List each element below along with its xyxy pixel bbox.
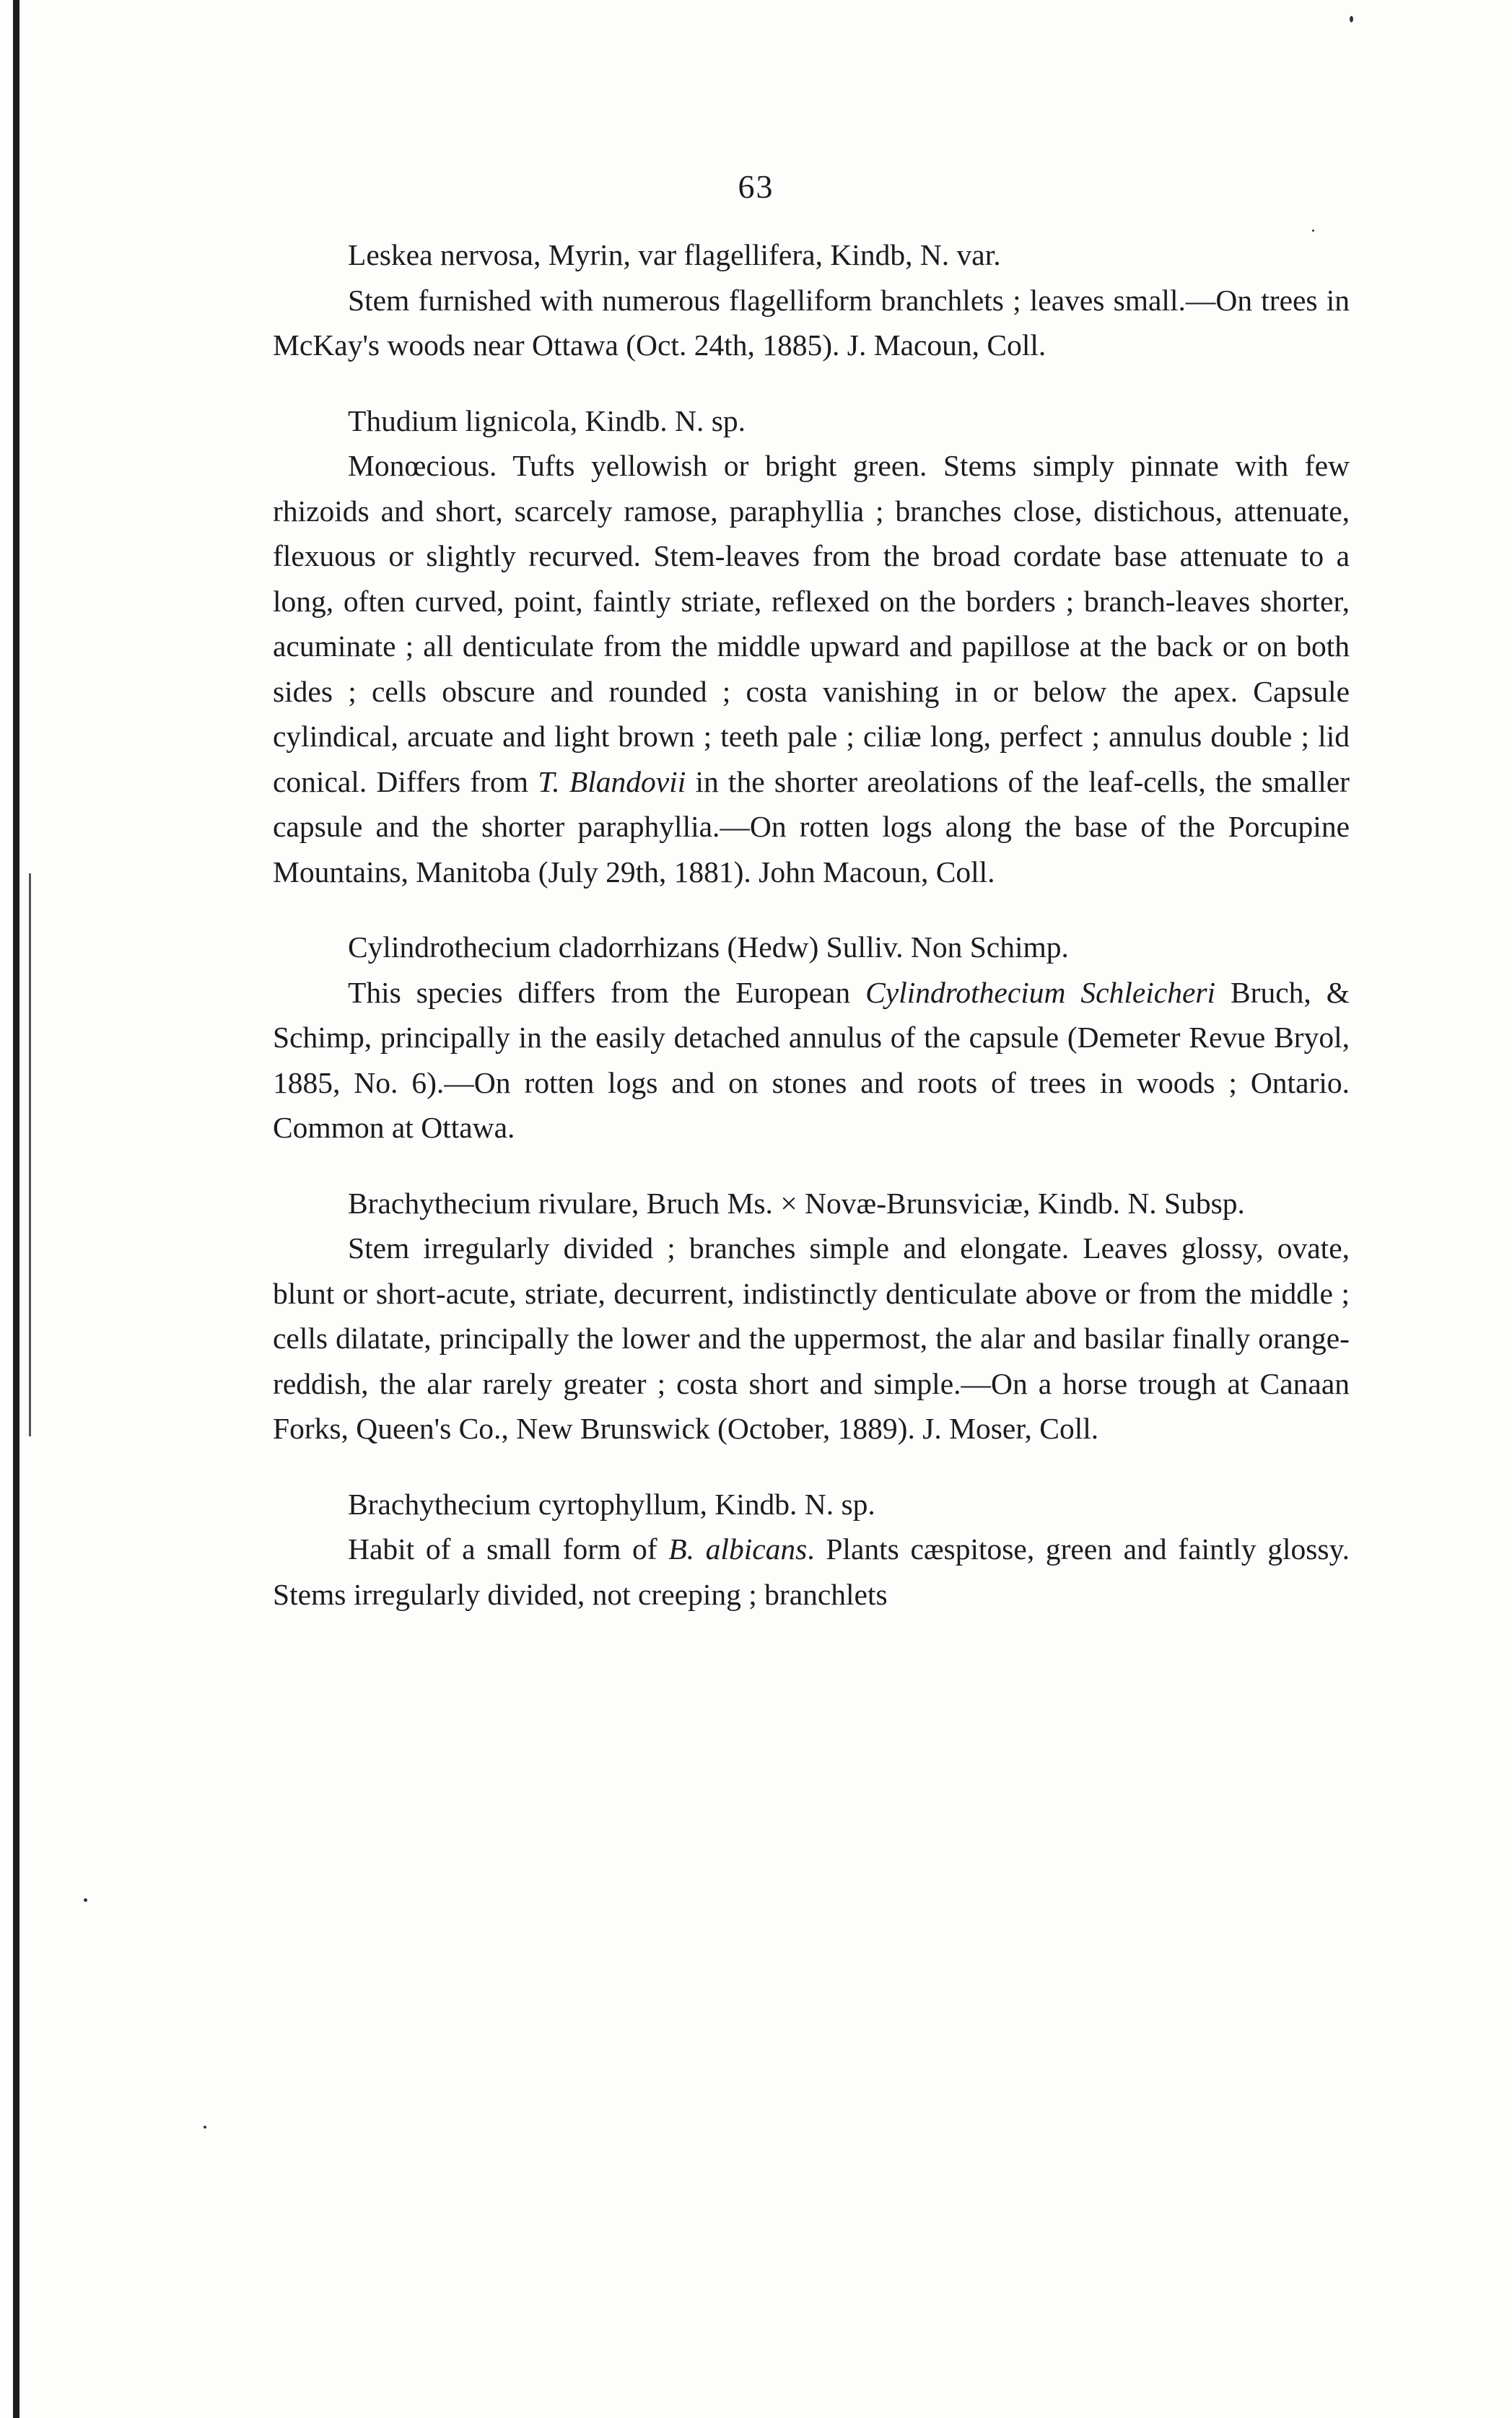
text-run: Stem furnished with numerous flagelliform branchlets ; leaves small.—On trees in McKay's woods near Ottawa (Oct. 24th, 1885). J. Macoun, Coll. — [273, 283, 1350, 362]
text-run: Habit of a small form of — [348, 1532, 669, 1566]
entry-description — [273, 970, 1350, 1151]
text-run: Bruch, & Schimp, principally in the easily detached annulus of the capsule (Demeter Revue Bryol, 1885, No. 6).—On rotten logs and on stones and roots of trees in woods ; Ontario. Common at Ottawa. — [273, 975, 1350, 1144]
italic-taxon: Cylindrothecium Schleicheri — [865, 975, 1216, 1009]
entry-description — [273, 443, 1350, 894]
text-run: . Plants cæspitose, green and faintly glossy. Stems irregularly divided, not creeping ; branchlets — [273, 1532, 1350, 1611]
scan-speck — [1350, 16, 1353, 22]
body-text — [273, 232, 1350, 1647]
entry-heading: Thudium lignicola, Kindb. N. sp. — [348, 403, 746, 437]
text-run: This species differs from the European — [348, 975, 866, 1009]
scan-speck — [84, 1898, 87, 1902]
entry-leskea-nervosa — [273, 232, 1350, 368]
binding-edge-line — [29, 873, 31, 1436]
entry-heading: Cylindrothecium cladorrhizans (Hedw) Sulliv. Non Schimp. — [348, 930, 1069, 964]
entry-description — [273, 1226, 1350, 1452]
italic-taxon: T. Blandovii — [538, 764, 686, 798]
entry-heading: Brachythecium cyrtophyllum, Kindb. N. sp. — [348, 1487, 875, 1521]
entry-thudium-lignicola — [273, 398, 1350, 895]
entry-heading: Brachythecium rivulare, Bruch Ms. × Novæ-Brunsviciæ, Kindb. N. Subsp. — [348, 1186, 1245, 1220]
scan-speck — [1312, 230, 1314, 232]
entry-heading: Leskea nervosa, Myrin, var flagellifera, Kindb, N. var. — [348, 238, 1001, 271]
text-run: Stem irregularly divided ; branches simple and elongate. Leaves glossy, ovate, blunt or short-acute, striate, decurrent, indistinctly denticulate above or from the middle ; cells dilatate, principally the lower and the uppermost, the alar and basilar finally orange-reddish, the alar rarely greater ; costa short and simple.—On a horse trough at Canaan Forks, Queen's Co., New Brunswick (October, 1889). J. Moser, Coll. — [273, 1231, 1350, 1445]
entry-description — [273, 1527, 1350, 1617]
scan-speck — [204, 2126, 206, 2129]
binding-edge-shadow — [13, 0, 19, 2418]
page-number: 63 — [738, 168, 774, 205]
text-run: in the shorter areolations of the leaf-cells, the smaller capsule and the shorter paraphyllia.—On rotten logs along the base of the Porcupine Mountains, Manitoba (July 29th, 1881). John Macoun, Coll. — [273, 764, 1350, 889]
entry-brachythecium-cyrtophyllum — [273, 1482, 1350, 1618]
text-run: Monœcious. Tufts yellowish or bright green. Stems simply pinnate with few rhizoids and short, scarcely ramose, paraphyllia ; branches close, distichous, attenuate, flexuous or slightly recurved. Stem-leaves from the broad cordate base attenuate to a long, often curved, point, faintly striate, reflexed on the borders ; branch-leaves shorter, acuminate ; all denticulate from the middle upward and papillose at the back or on both sides ; cells obscure and rounded ; costa vanishing in or below the apex. Capsule cylindical, arcuate and light brown ; teeth pale ; ciliæ long, perfect ; annulus double ; lid conical. Differs from — [273, 449, 1350, 798]
entry-brachythecium-rivulare — [273, 1181, 1350, 1452]
entry-cylindrothecium-cladorrhizans — [273, 925, 1350, 1151]
entry-description — [273, 278, 1350, 368]
italic-taxon: B. albicans — [668, 1532, 808, 1566]
